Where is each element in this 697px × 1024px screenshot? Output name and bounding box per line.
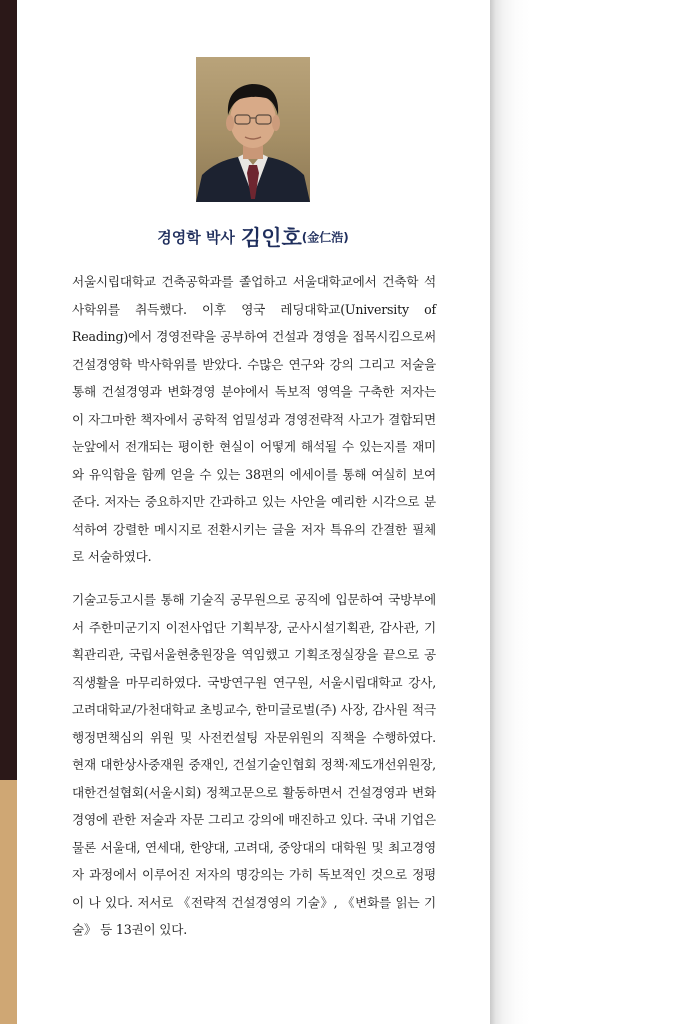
author-name-hanja: (金仁浩) <box>301 230 349 245</box>
page-shadow <box>490 0 697 1024</box>
cover-spine-dark <box>0 0 17 780</box>
cover-spine-gold <box>0 780 17 1024</box>
author-name-heading <box>0 222 506 252</box>
author-photo <box>196 57 310 202</box>
bio-paragraph-education: 서울시립대학교 건축공학과를 졸업하고 서울대학교에서 건축학 석사학위를 취득했다. 이후 영국 레딩대학교(University of Reading)에서 경영전략을 공부하여 건설과 경영을 접목시킴으로써 건설경영학 박사학위를 받았다. 수많은 연구와 강의 그리고 저술을 통해 건설경영과 변화경영 분야에서 독보적 영역을 구축한 저자는 이 자그마한 책자에서 공학적 엄밀성과 경영전략적 사고가 결합되면 눈앞에서 전개되는 평이한 현실이 어떻게 해석될 수 있는지를 재미와 유익함을 함께 얻을 수 있는 38편의 에세이를 통해 여실히 보여 준다. 저자는 중요하지만 간과하고 있는 사안을 예리한 시각으로 분석하여 강렬한 메시지로 전환시키는 글을 저자 특유의 간결한 필체로 서술하였다. <box>72 274 436 564</box>
author-name: 김인호 <box>240 226 302 250</box>
author-degree: 경영학 박사 <box>157 228 235 247</box>
bio-paragraph-career: 기술고등고시를 통해 기술직 공무원으로 공직에 입문하여 국방부에서 주한미군기지 이전사업단 기획부장, 군사시설기획관, 감사관, 기획관리관, 국립서울현충원장을 역임했고 기획조정실장을 끝으로 공직생활을 마무리하였다. 국방연구원 연구원, 서울시립대학교 강사, 고려대학교/가천대학교 초빙교수, 한미글로벌(주) 사장, 감사원 적극행정면책심의 위원 및 사전컨설팅 자문위원의 직책을 수행하였다. 현재 대한상사중재원 중재인, 건설기술인협회 정책·제도개선위원장, 대한건설협회(서울시회) 정책고문으로 활동하면서 건설경영과 변화경영에 관한 저술과 자문 그리고 강의에 매진하고 있다. 국내 기업은 물론 서울대, 연세대, 한양대, 고려대, 중앙대의 대학원 및 최고경영자 과정에서 이루어진 저자의 명강의는 가히 독보적인 것으로 정평이 나 있다. 저서로 《전략적 건설경영의 기술》, 《변화를 읽는 기술》 등 13권이 있다. <box>72 592 436 937</box>
